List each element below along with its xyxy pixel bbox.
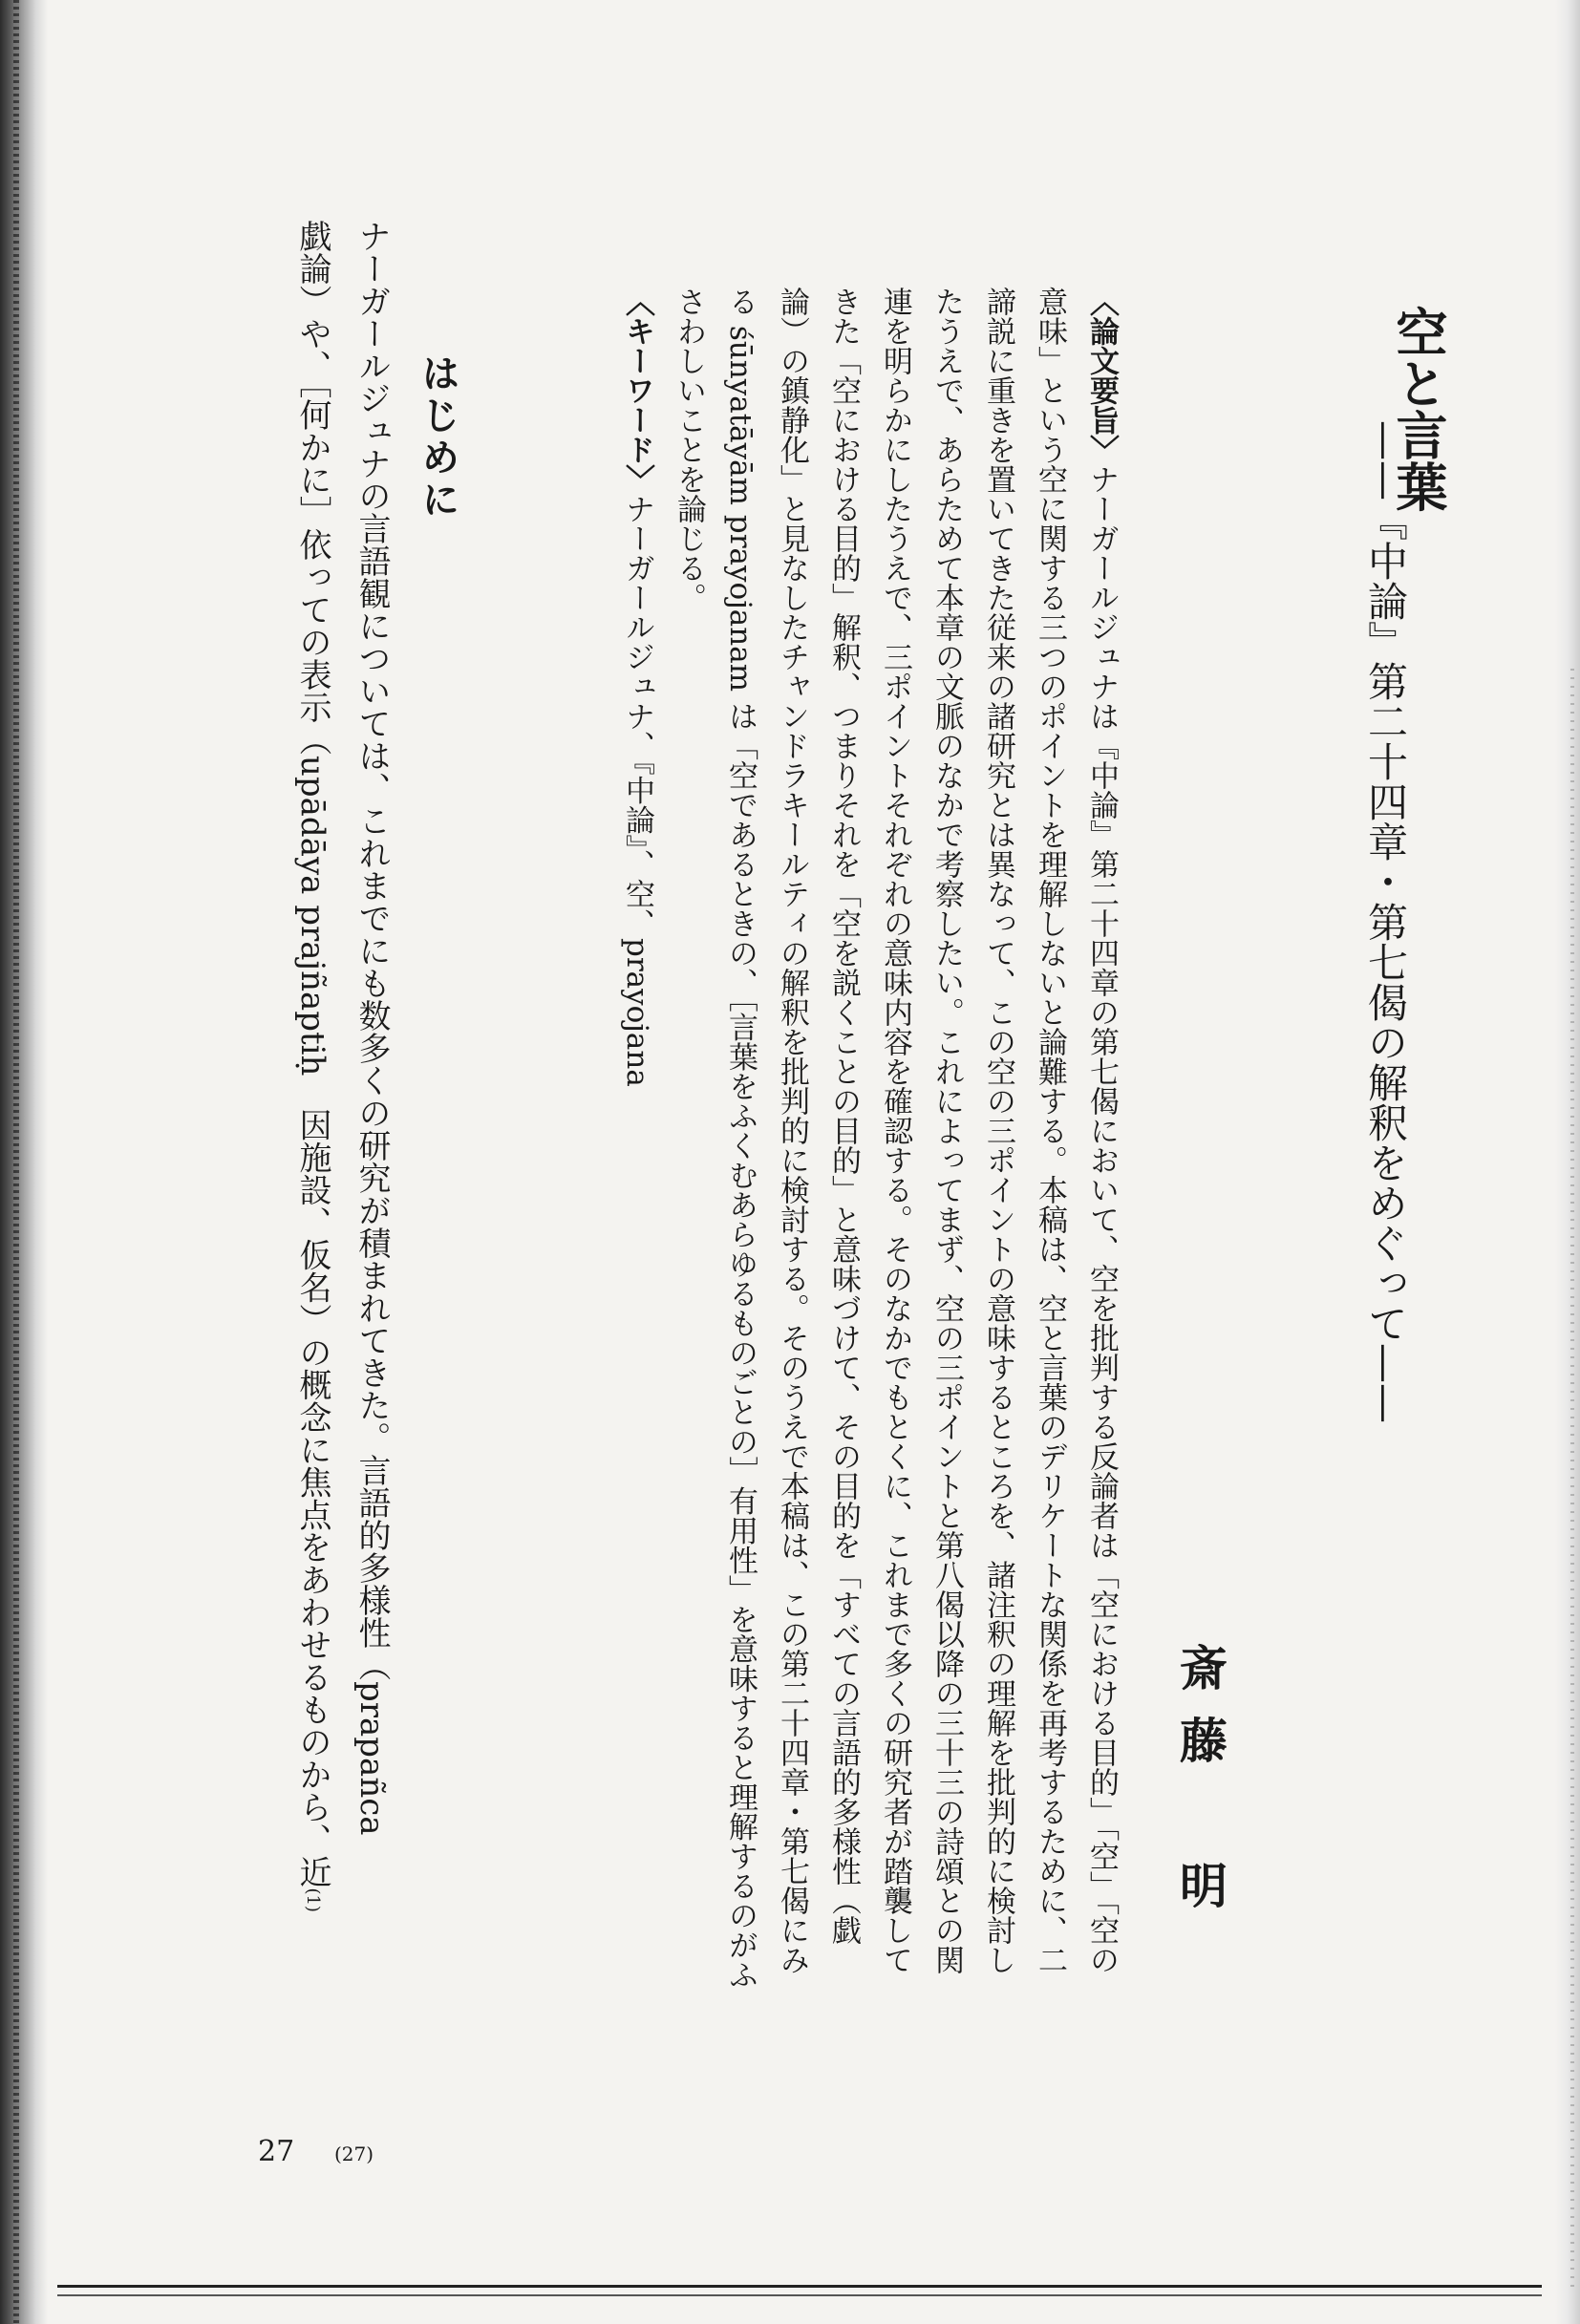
abstract-block bbox=[611, 287, 1127, 2292]
body-line: 戯論）や、［何かに］依っての表示（upādāya prajñaptiḥ 因施設、仮名）の概念に焦点をあわせるものから、近(1) bbox=[293, 220, 331, 1912]
abstract-line: る śūnyatāyām prayojanam は「空であるときの、［言葉をふくむあらゆるものごとの］有用性」を意味すると理解するのがふ bbox=[723, 287, 758, 1990]
abstract-line: きた「空における目的」解釈、つまりそれを「空を説くことの目的」と意味づけて、その目的を「すべての言語的多様性（戯 bbox=[826, 287, 861, 1945]
abstract-line: たうえで、あらためて本章の文脈のなかで考察したい。これによってまず、空の三ポイントと第八偈以降の三十三の詩頌との関 bbox=[929, 287, 964, 1974]
body-line: ナーガールジュナの言語観については、これまでにも数多くの研究が積まれてきた。言語的多様性（prapañca bbox=[352, 220, 391, 1836]
abstract-line: 〈論文要旨〉ナーガールジュナは『中論』第二十四章の第七偈において、空を批判する反論者は「空における目的」「空」「空の bbox=[1084, 287, 1119, 1974]
author-name: 斎藤 明 bbox=[1172, 1643, 1228, 1933]
bottom-rule bbox=[57, 2285, 1542, 2288]
scan-gutter-shadow bbox=[0, 0, 48, 2324]
body-text bbox=[220, 220, 401, 1912]
paper-subtitle: ——『中論』第二十四章・第七偈の解釈をめぐって—— bbox=[1362, 420, 1409, 1423]
paper-title: 空と言葉 bbox=[1388, 306, 1449, 512]
scan-right-edge bbox=[1555, 0, 1580, 2324]
page-number: 27 bbox=[258, 2135, 295, 2168]
footnote-marker[interactable]: (1) bbox=[303, 1887, 323, 1912]
section-heading: はじめに bbox=[416, 353, 460, 522]
keywords-text: ナーガールジュナ、『中論』、空、prayojana bbox=[620, 494, 654, 1087]
abstract-label: 〈論文要旨〉 bbox=[1084, 287, 1119, 464]
abstract-line: 意味」という空に関する三つのポイントを理解しないと論難する。本稿は、空と言葉のデリケートな関係を再考するために、二 bbox=[1033, 287, 1067, 1974]
scan-right-noise bbox=[1570, 669, 1574, 2292]
abstract-line: さわしいことを論じる。 bbox=[672, 287, 706, 612]
abstract-line: 連を明らかにしたうえで、三ポイントそれぞれの意味内容を確認する。そのなかでもとくに、これまで多くの研究者が踏襲して bbox=[878, 287, 912, 1974]
abstract-line: 諦説に重きを置いてきた従来の諸研究とは異なって、この空の三ポイントの意味するところを、諸注釈の理解を批判的に検討し bbox=[981, 287, 1015, 1974]
abstract-line: 論）の鎮静化」と見なしたチャンドラキールティの解釈を批判的に検討する。そのうえで本稿は、この第二十四章・第七偈にみ bbox=[775, 287, 809, 1974]
keywords-label: 〈キーワード〉 bbox=[620, 287, 654, 494]
keywords-line bbox=[611, 287, 663, 2292]
bottom-rule bbox=[57, 2294, 1542, 2296]
scan-binding-stripe bbox=[13, 0, 19, 2324]
page-number-alt: (27) bbox=[334, 2143, 374, 2165]
